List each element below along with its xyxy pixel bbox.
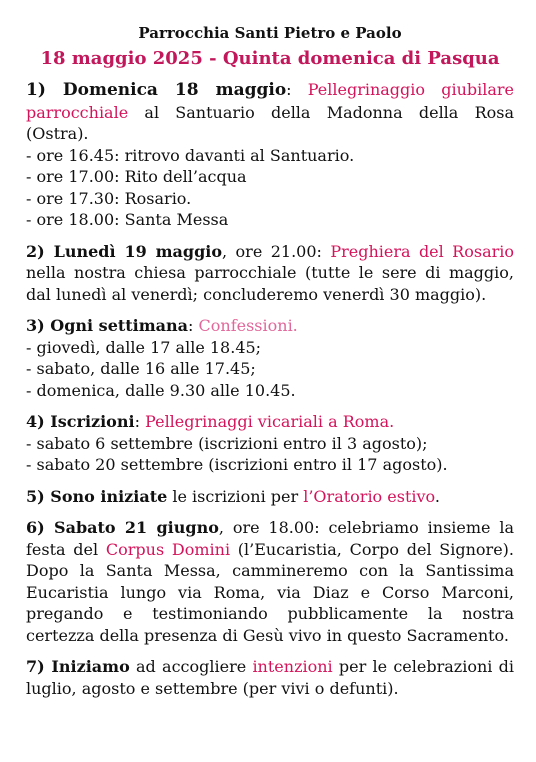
section-6 <box>26 517 514 646</box>
section-6-event: Corpus Domini <box>105 539 231 559</box>
section-1-text: al Santuario della Madonna della Rosa (Ostra). <box>26 102 514 143</box>
section-4 <box>26 411 514 476</box>
section-7-rest: per le celebrazioni di luglio, agosto e settembre (per vivi o defunti). <box>26 657 514 698</box>
section-2-time: , ore 21.00: <box>222 241 331 261</box>
section-7-text: ad accogliere <box>129 657 253 676</box>
section-1 <box>26 79 514 231</box>
section-5-text: le iscrizioni per <box>167 486 304 506</box>
parish-name: Parrocchia Santi Pietro e Paolo <box>138 24 402 42</box>
section-5 <box>26 486 514 508</box>
section-2 <box>26 241 514 306</box>
section-4-event: Pellegrinaggi vicariali a Roma. <box>145 412 395 431</box>
section-3-event: Confessioni. <box>198 316 298 335</box>
section-4-lead: 4) Iscrizioni <box>26 412 135 431</box>
section-3-item: - sabato, dalle 16 alle 17.45; <box>26 359 256 378</box>
section-6-text: (l’Eucaristia, Corpo del Signore). Dopo la Santa Messa, cammineremo con la Santissima Eucaristia lungo via Roma, via Diaz e Corso Marconi, pregando e testimoniando pubblicamente la nostra certezza della presenza di Gesù vivo in questo Sacramento. <box>26 539 514 645</box>
section-2-event: Preghiera del Rosario <box>330 241 515 261</box>
section-1-item: - ore 17.00: Rito dell’acqua <box>26 167 247 186</box>
section-2-text: nella nostra chiesa parrocchiale (tutte le sere di maggio, dal lunedì al venerdì; concluderemo venerdì 30 maggio). <box>26 263 514 304</box>
section-1-event: Pellegrinaggio giubilare parrocchiale <box>26 80 514 122</box>
section-3-lead: 3) Ogni settimana <box>26 316 189 335</box>
section-1-item: - ore 17.30: Rosario. <box>26 188 192 208</box>
section-2-lead: 2) Lunedì 19 maggio <box>26 241 223 261</box>
section-5-event: l’Oratorio estivo <box>303 486 435 506</box>
section-7-event: intenzioni <box>252 657 333 676</box>
section-5-end: . <box>434 486 440 506</box>
section-1-colon: : <box>286 80 308 99</box>
section-1-item: - ore 16.45: ritrovo davanti al Santuario. <box>26 145 355 165</box>
section-1-item: - ore 18.00: Santa Messa <box>26 210 229 229</box>
section-3-item: - giovedì, dalle 17 alle 18.45; <box>26 337 262 357</box>
section-1-lead: 1) Domenica 18 maggio <box>26 80 287 100</box>
section-7-lead: 7) Iniziamo <box>26 657 130 676</box>
section-5-lead: 5) Sono iniziate <box>26 486 168 506</box>
section-4-colon: : <box>134 412 146 431</box>
section-6-time: , ore 18.00: celebriamo insieme la festa del <box>26 518 515 559</box>
section-7 <box>26 656 514 699</box>
section-4-item: - sabato 6 settembre (iscrizioni entro il 3 agosto); <box>26 433 428 453</box>
section-3-colon: : <box>188 316 199 335</box>
section-3 <box>26 315 514 401</box>
section-6-lead: 6) Sabato 21 giugno <box>26 518 219 537</box>
section-4-item: - sabato 20 settembre (iscrizioni entro il 17 agosto). <box>26 455 448 474</box>
date-title: 18 maggio 2025 - Quinta domenica di Pasqua <box>40 48 500 69</box>
section-3-item: - domenica, dalle 9.30 alle 10.45. <box>26 380 296 400</box>
